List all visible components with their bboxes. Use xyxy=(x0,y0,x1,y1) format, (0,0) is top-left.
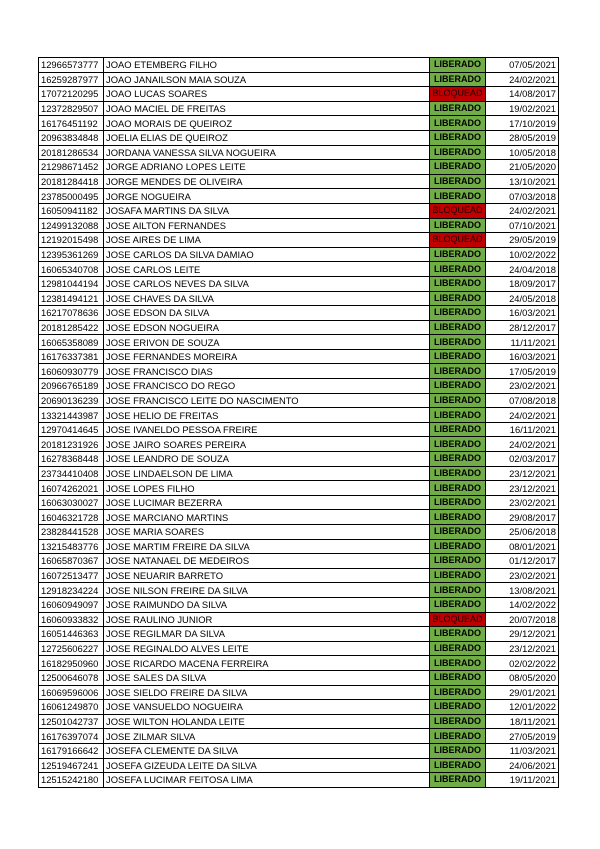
code-cell: 20181285422 xyxy=(39,320,104,335)
code-cell: 16051446363 xyxy=(39,627,104,642)
code-cell: 20963834848 xyxy=(39,130,104,145)
code-cell: 20690136239 xyxy=(39,393,104,408)
name-cell: JOSE CARLOS DA SILVA DAMIAO xyxy=(104,247,430,262)
code-cell: 13215483776 xyxy=(39,539,104,554)
code-cell: 21298671452 xyxy=(39,160,104,175)
code-cell: 16060933832 xyxy=(39,612,104,627)
table-row xyxy=(39,612,559,627)
table-row xyxy=(39,393,559,408)
date-cell: 14/02/2022 xyxy=(486,597,559,612)
date-cell: 24/05/2018 xyxy=(486,291,559,306)
records-table-body xyxy=(39,58,559,788)
name-cell: JOSE HELIO DE FREITAS xyxy=(104,408,430,423)
code-cell: 12519467241 xyxy=(39,758,104,773)
code-cell: 16182950960 xyxy=(39,656,104,671)
name-cell: JOSE AIRES DE LIMA xyxy=(104,233,430,248)
status-cell: LIBERADO xyxy=(430,320,486,335)
code-cell: 16050941182 xyxy=(39,203,104,218)
table-row xyxy=(39,525,559,540)
name-cell: JOSAFA MARTINS DA SILVA xyxy=(104,203,430,218)
code-cell: 12499132088 xyxy=(39,218,104,233)
name-cell: JOSE MARIA SOARES xyxy=(104,525,430,540)
date-cell: 11/03/2021 xyxy=(486,743,559,758)
table-row xyxy=(39,349,559,364)
status-cell: BLOQUEAD xyxy=(430,233,486,248)
table-row xyxy=(39,320,559,335)
date-cell: 19/11/2021 xyxy=(486,773,559,788)
status-cell: LIBERADO xyxy=(430,72,486,87)
name-cell: JOSE LEANDRO DE SOUZA xyxy=(104,452,430,467)
records-table xyxy=(38,57,559,788)
status-cell: LIBERADO xyxy=(430,627,486,642)
date-cell: 27/05/2019 xyxy=(486,729,559,744)
table-row xyxy=(39,466,559,481)
status-cell: LIBERADO xyxy=(430,641,486,656)
code-cell: 16217078636 xyxy=(39,306,104,321)
status-cell: LIBERADO xyxy=(430,670,486,685)
date-cell: 07/03/2018 xyxy=(486,189,559,204)
date-cell: 07/08/2018 xyxy=(486,393,559,408)
code-cell: 23828441528 xyxy=(39,525,104,540)
table-row xyxy=(39,758,559,773)
status-cell: LIBERADO xyxy=(430,685,486,700)
date-cell: 13/10/2021 xyxy=(486,174,559,189)
name-cell: JOSE NILSON FREIRE DA SILVA xyxy=(104,583,430,598)
name-cell: JOSEFA CLEMENTE DA SILVA xyxy=(104,743,430,758)
table-row xyxy=(39,218,559,233)
code-cell: 20181231926 xyxy=(39,437,104,452)
status-cell: LIBERADO xyxy=(430,525,486,540)
name-cell: JOAO LUCAS SOARES xyxy=(104,87,430,102)
name-cell: JOSE REGINALDO ALVES LEITE xyxy=(104,641,430,656)
table-row xyxy=(39,597,559,612)
name-cell: JOSE FERNANDES MOREIRA xyxy=(104,349,430,364)
status-cell: LIBERADO xyxy=(430,583,486,598)
status-cell: LIBERADO xyxy=(430,408,486,423)
code-cell: 16259287977 xyxy=(39,72,104,87)
code-cell: 12192015498 xyxy=(39,233,104,248)
name-cell: JOSE CHAVES DA SILVA xyxy=(104,291,430,306)
code-cell: 13321443987 xyxy=(39,408,104,423)
table-row xyxy=(39,641,559,656)
status-cell: LIBERADO xyxy=(430,247,486,262)
date-cell: 08/01/2021 xyxy=(486,539,559,554)
date-cell: 23/02/2021 xyxy=(486,495,559,510)
date-cell: 23/12/2021 xyxy=(486,466,559,481)
name-cell: JOSE EDSON DA SILVA xyxy=(104,306,430,321)
code-cell: 12966573777 xyxy=(39,58,104,73)
date-cell: 25/06/2018 xyxy=(486,525,559,540)
status-cell: LIBERADO xyxy=(430,539,486,554)
status-cell: LIBERADO xyxy=(430,743,486,758)
date-cell: 28/05/2019 xyxy=(486,130,559,145)
table-row xyxy=(39,452,559,467)
table-row xyxy=(39,408,559,423)
table-row xyxy=(39,306,559,321)
code-cell: 16046321728 xyxy=(39,510,104,525)
date-cell: 01/12/2017 xyxy=(486,554,559,569)
date-cell: 16/03/2021 xyxy=(486,349,559,364)
date-cell: 19/02/2021 xyxy=(486,101,559,116)
name-cell: JOSE RICARDO MACENA FERREIRA xyxy=(104,656,430,671)
code-cell: 23785000495 xyxy=(39,189,104,204)
code-cell: 12970414645 xyxy=(39,422,104,437)
status-cell: LIBERADO xyxy=(430,452,486,467)
date-cell: 13/08/2021 xyxy=(486,583,559,598)
name-cell: JOSE RAIMUNDO DA SILVA xyxy=(104,597,430,612)
status-cell: LIBERADO xyxy=(430,58,486,73)
code-cell: 16060949097 xyxy=(39,597,104,612)
table-row xyxy=(39,510,559,525)
table-row xyxy=(39,116,559,131)
table-row xyxy=(39,729,559,744)
table-row xyxy=(39,291,559,306)
table-row xyxy=(39,700,559,715)
name-cell: JOSE CARLOS NEVES DA SILVA xyxy=(104,276,430,291)
status-cell: LIBERADO xyxy=(430,714,486,729)
name-cell: JOSEFA LUCIMAR FEITOSA LIMA xyxy=(104,773,430,788)
status-cell: LIBERADO xyxy=(430,262,486,277)
table-row xyxy=(39,554,559,569)
name-cell: JOELIA ELIAS DE QUEIROZ xyxy=(104,130,430,145)
name-cell: JOSE SALES DA SILVA xyxy=(104,670,430,685)
name-cell: JOSE EDSON NOGUEIRA xyxy=(104,320,430,335)
status-cell: LIBERADO xyxy=(430,656,486,671)
code-cell: 12981044194 xyxy=(39,276,104,291)
status-cell: LIBERADO xyxy=(430,276,486,291)
status-cell: LIBERADO xyxy=(430,306,486,321)
table-row xyxy=(39,495,559,510)
code-cell: 16065358089 xyxy=(39,335,104,350)
status-cell: LIBERADO xyxy=(430,758,486,773)
status-cell: LIBERADO xyxy=(430,597,486,612)
code-cell: 16176397074 xyxy=(39,729,104,744)
name-cell: JOSE REGILMAR DA SILVA xyxy=(104,627,430,642)
table-row xyxy=(39,539,559,554)
date-cell: 24/02/2021 xyxy=(486,72,559,87)
status-cell: BLOQUEAD xyxy=(430,203,486,218)
table-row xyxy=(39,627,559,642)
date-cell: 29/01/2021 xyxy=(486,685,559,700)
code-cell: 17072120295 xyxy=(39,87,104,102)
code-cell: 12501042737 xyxy=(39,714,104,729)
status-cell: LIBERADO xyxy=(430,335,486,350)
status-cell: LIBERADO xyxy=(430,145,486,160)
code-cell: 16061249870 xyxy=(39,700,104,715)
status-cell: LIBERADO xyxy=(430,101,486,116)
table-row xyxy=(39,145,559,160)
name-cell: JOSE FRANCISCO DO REGO xyxy=(104,379,430,394)
status-cell: LIBERADO xyxy=(430,568,486,583)
status-cell: LIBERADO xyxy=(430,729,486,744)
name-cell: JORGE NOGUEIRA xyxy=(104,189,430,204)
code-cell: 16176451192 xyxy=(39,116,104,131)
table-row xyxy=(39,670,559,685)
status-cell: LIBERADO xyxy=(430,466,486,481)
table-row xyxy=(39,130,559,145)
name-cell: JOAO JANAILSON MAIA SOUZA xyxy=(104,72,430,87)
name-cell: JORDANA VANESSA SILVA NOGUEIRA xyxy=(104,145,430,160)
table-row xyxy=(39,58,559,73)
code-cell: 20181286534 xyxy=(39,145,104,160)
name-cell: JOSE VANSUELDO NOGUEIRA xyxy=(104,700,430,715)
date-cell: 07/10/2021 xyxy=(486,218,559,233)
name-cell: JOSE RAULINO JUNIOR xyxy=(104,612,430,627)
name-cell: JOSE AILTON FERNANDES xyxy=(104,218,430,233)
code-cell: 12500646078 xyxy=(39,670,104,685)
name-cell: JOSE MARTIM FREIRE DA SILVA xyxy=(104,539,430,554)
table-row xyxy=(39,685,559,700)
name-cell: JOSE MARCIANO MARTINS xyxy=(104,510,430,525)
status-cell: LIBERADO xyxy=(430,218,486,233)
status-cell: LIBERADO xyxy=(430,700,486,715)
name-cell: JOSE WILTON HOLANDA LEITE xyxy=(104,714,430,729)
date-cell: 02/03/2017 xyxy=(486,452,559,467)
date-cell: 29/08/2017 xyxy=(486,510,559,525)
code-cell: 16074262021 xyxy=(39,481,104,496)
date-cell: 10/05/2018 xyxy=(486,145,559,160)
status-cell: LIBERADO xyxy=(430,422,486,437)
code-cell: 20181284418 xyxy=(39,174,104,189)
table-row xyxy=(39,583,559,598)
name-cell: JORGE ADRIANO LOPES LEITE xyxy=(104,160,430,175)
date-cell: 29/12/2021 xyxy=(486,627,559,642)
table-row xyxy=(39,437,559,452)
table-row xyxy=(39,773,559,788)
table-row xyxy=(39,101,559,116)
name-cell: JOSE CARLOS LEITE xyxy=(104,262,430,277)
status-cell: BLOQUEAD xyxy=(430,612,486,627)
name-cell: JOSE FRANCISCO LEITE DO NASCIMENTO xyxy=(104,393,430,408)
table-row xyxy=(39,481,559,496)
name-cell: JOSE LUCIMAR BEZERRA xyxy=(104,495,430,510)
name-cell: JOSE ERIVON DE SOUZA xyxy=(104,335,430,350)
name-cell: JORGE MENDES DE OLIVEIRA xyxy=(104,174,430,189)
code-cell: 12515242180 xyxy=(39,773,104,788)
date-cell: 08/05/2020 xyxy=(486,670,559,685)
name-cell: JOSE NATANAEL DE MEDEIROS xyxy=(104,554,430,569)
table-row xyxy=(39,233,559,248)
date-cell: 24/04/2018 xyxy=(486,262,559,277)
status-cell: LIBERADO xyxy=(430,189,486,204)
code-cell: 20966765189 xyxy=(39,379,104,394)
code-cell: 16069596006 xyxy=(39,685,104,700)
table-row xyxy=(39,72,559,87)
name-cell: JOSE ZILMAR SILVA xyxy=(104,729,430,744)
name-cell: JOSE JAIRO SOARES PEREIRA xyxy=(104,437,430,452)
table-row xyxy=(39,714,559,729)
table-row xyxy=(39,262,559,277)
date-cell: 28/12/2017 xyxy=(486,320,559,335)
code-cell: 16176337381 xyxy=(39,349,104,364)
date-cell: 24/06/2021 xyxy=(486,758,559,773)
status-cell: LIBERADO xyxy=(430,349,486,364)
table-row xyxy=(39,203,559,218)
table-row xyxy=(39,568,559,583)
date-cell: 18/09/2017 xyxy=(486,276,559,291)
date-cell: 12/01/2022 xyxy=(486,700,559,715)
name-cell: JOSE SIELDO FREIRE DA SILVA xyxy=(104,685,430,700)
name-cell: JOSE LINDAELSON DE LIMA xyxy=(104,466,430,481)
date-cell: 14/08/2017 xyxy=(486,87,559,102)
date-cell: 11/11/2021 xyxy=(486,335,559,350)
status-cell: LIBERADO xyxy=(430,495,486,510)
status-cell: LIBERADO xyxy=(430,116,486,131)
code-cell: 16063030027 xyxy=(39,495,104,510)
code-cell: 16179166642 xyxy=(39,743,104,758)
code-cell: 16060930779 xyxy=(39,364,104,379)
name-cell: JOAO MORAIS DE QUEIROZ xyxy=(104,116,430,131)
date-cell: 07/05/2021 xyxy=(486,58,559,73)
status-cell: LIBERADO xyxy=(430,773,486,788)
status-cell: LIBERADO xyxy=(430,379,486,394)
table-row xyxy=(39,422,559,437)
status-cell: LIBERADO xyxy=(430,393,486,408)
name-cell: JOSE LOPES FILHO xyxy=(104,481,430,496)
table-row xyxy=(39,189,559,204)
code-cell: 12918234224 xyxy=(39,583,104,598)
name-cell: JOSE NEUARIR BARRETO xyxy=(104,568,430,583)
date-cell: 24/02/2021 xyxy=(486,437,559,452)
code-cell: 12372829507 xyxy=(39,101,104,116)
date-cell: 10/02/2022 xyxy=(486,247,559,262)
date-cell: 17/05/2019 xyxy=(486,364,559,379)
date-cell: 29/05/2019 xyxy=(486,233,559,248)
date-cell: 24/02/2021 xyxy=(486,408,559,423)
table-row xyxy=(39,364,559,379)
status-cell: LIBERADO xyxy=(430,160,486,175)
name-cell: JOSE FRANCISCO DIAS xyxy=(104,364,430,379)
code-cell: 12725606227 xyxy=(39,641,104,656)
status-cell: BLOQUEAD xyxy=(430,87,486,102)
table-row xyxy=(39,160,559,175)
status-cell: LIBERADO xyxy=(430,481,486,496)
name-cell: JOSEFA GIZEUDA LEITE DA SILVA xyxy=(104,758,430,773)
status-cell: LIBERADO xyxy=(430,437,486,452)
code-cell: 23734410408 xyxy=(39,466,104,481)
table-row xyxy=(39,174,559,189)
date-cell: 21/05/2020 xyxy=(486,160,559,175)
status-cell: LIBERADO xyxy=(430,510,486,525)
code-cell: 16065340708 xyxy=(39,262,104,277)
status-cell: LIBERADO xyxy=(430,130,486,145)
date-cell: 16/11/2021 xyxy=(486,422,559,437)
date-cell: 23/12/2021 xyxy=(486,641,559,656)
status-cell: LIBERADO xyxy=(430,174,486,189)
date-cell: 24/02/2021 xyxy=(486,203,559,218)
name-cell: JOAO ETEMBERG FILHO xyxy=(104,58,430,73)
table-row xyxy=(39,87,559,102)
date-cell: 17/10/2019 xyxy=(486,116,559,131)
status-cell: LIBERADO xyxy=(430,364,486,379)
date-cell: 16/03/2021 xyxy=(486,306,559,321)
table-row xyxy=(39,247,559,262)
date-cell: 18/11/2021 xyxy=(486,714,559,729)
date-cell: 23/02/2021 xyxy=(486,379,559,394)
table-row xyxy=(39,743,559,758)
code-cell: 12381494121 xyxy=(39,291,104,306)
date-cell: 20/07/2018 xyxy=(486,612,559,627)
table-row xyxy=(39,656,559,671)
date-cell: 02/02/2022 xyxy=(486,656,559,671)
name-cell: JOAO MACIEL DE FREITAS xyxy=(104,101,430,116)
table-row xyxy=(39,379,559,394)
name-cell: JOSE IVANELDO PESSOA FREIRE xyxy=(104,422,430,437)
code-cell: 16278368448 xyxy=(39,452,104,467)
status-cell: LIBERADO xyxy=(430,291,486,306)
code-cell: 16065870367 xyxy=(39,554,104,569)
table-row xyxy=(39,335,559,350)
date-cell: 23/02/2021 xyxy=(486,568,559,583)
date-cell: 23/12/2021 xyxy=(486,481,559,496)
table-row xyxy=(39,276,559,291)
code-cell: 12395361269 xyxy=(39,247,104,262)
code-cell: 16072513477 xyxy=(39,568,104,583)
status-cell: LIBERADO xyxy=(430,554,486,569)
